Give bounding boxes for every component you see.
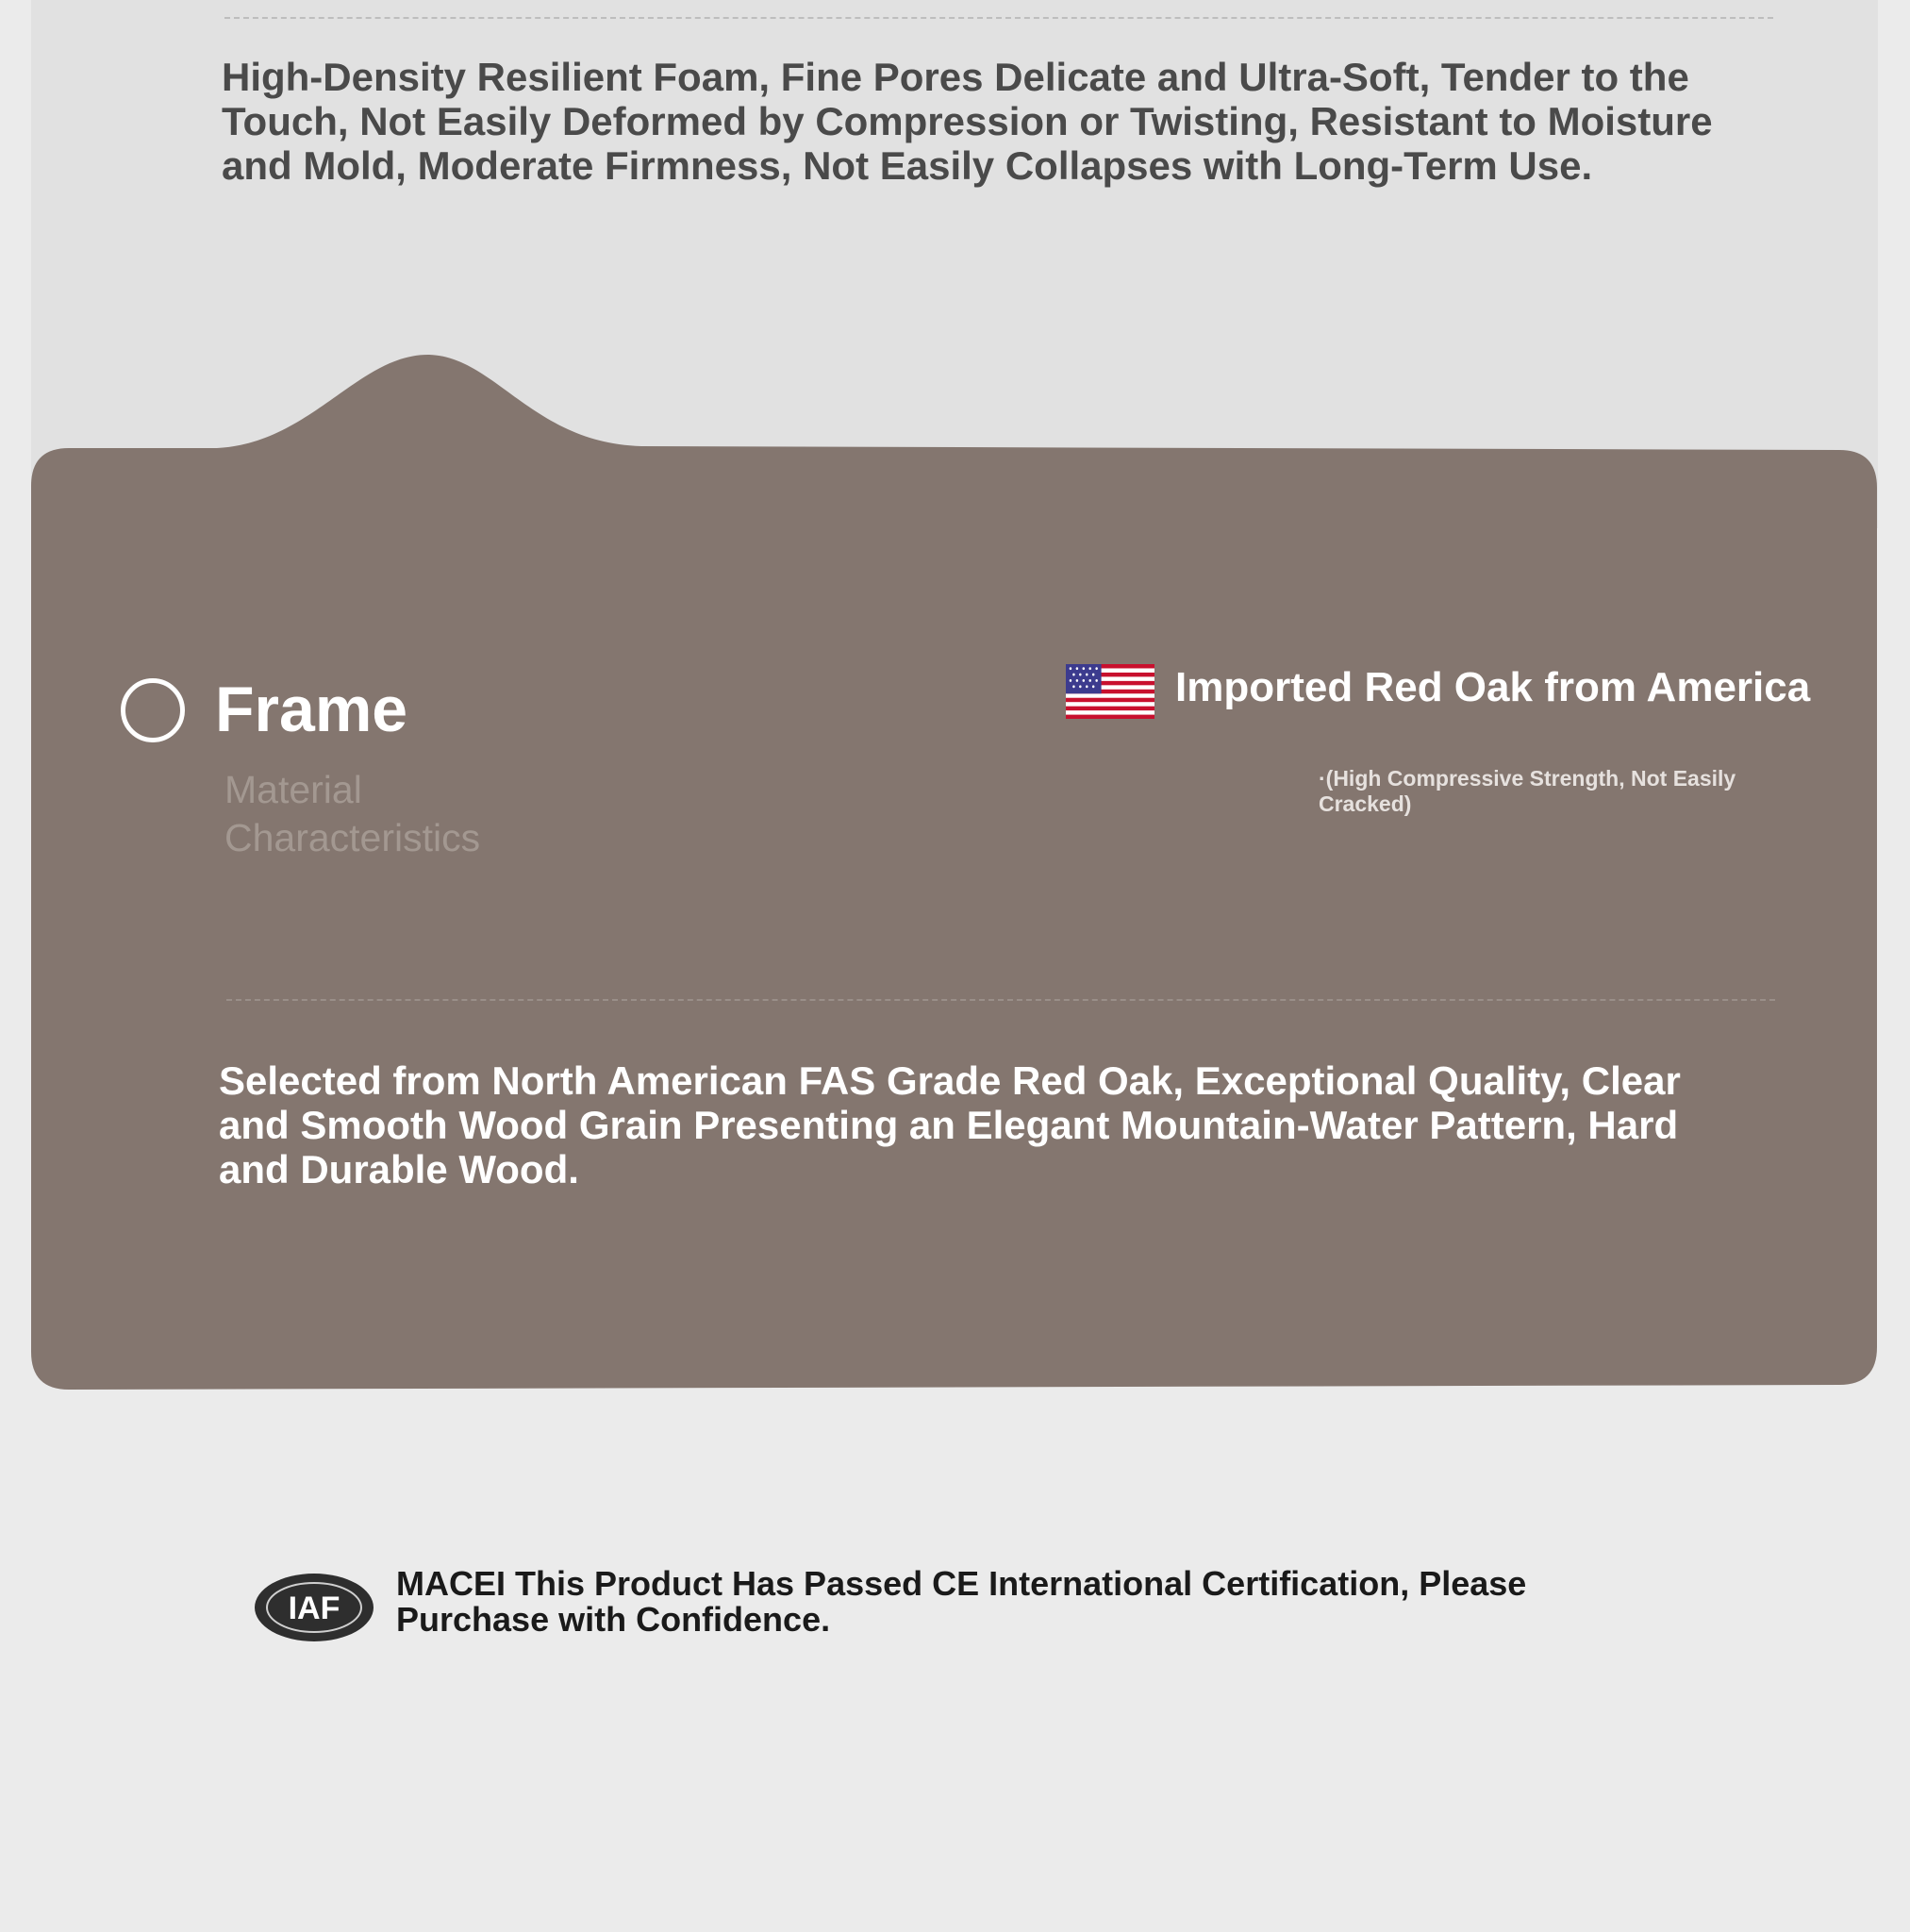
divider-frame xyxy=(226,999,1775,1001)
origin-label: Imported Red Oak from America xyxy=(1175,664,1811,710)
frame-title: Frame xyxy=(215,674,408,745)
material-characteristics-label: Material Characteristics xyxy=(224,768,481,859)
cushion-description: High-Density Resilient Foam, Fine Pores Delicate and Ultra-Soft, Tender to the Touch, Not Easily Deformed by Compression or Twisting, Resistant to Moisture and Mold, Moderate Firmness, Not Easily Collapses with Long-Term Use. xyxy=(222,55,1713,188)
iaf-logo-icon xyxy=(253,1572,375,1643)
origin-note: ·(High Compressive Strength, Not Easily Cracked) xyxy=(1319,766,1736,816)
certification-text: MACEI This Product Has Passed CE International Certification, Please Purchase with Confidence. xyxy=(396,1564,1527,1639)
frame-circle-icon xyxy=(121,678,185,742)
us-flag-icon xyxy=(1066,664,1154,719)
frame-description: Selected from North American FAS Grade Red Oak, Exceptional Quality, Clear and Smooth Wood Grain Presenting an Elegant Mountain-Water Pattern, Hard and Durable Wood. xyxy=(219,1058,1681,1191)
iaf-logo-text: IAF xyxy=(288,1591,340,1626)
